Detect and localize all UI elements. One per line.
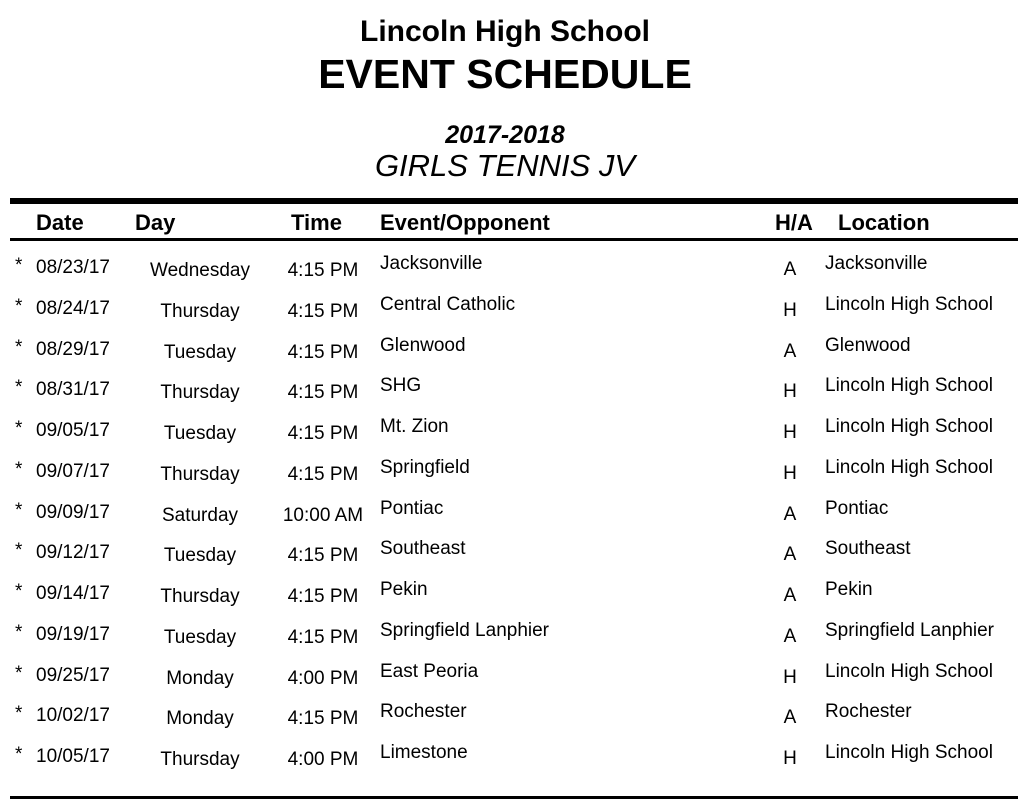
event-opponent-cell: Limestone — [380, 742, 468, 764]
home-away-cell: A — [783, 585, 797, 607]
time-cell: 4:15 PM — [287, 545, 359, 567]
row-marker-asterisk: * — [15, 295, 23, 317]
date-cell: 10/02/17 — [36, 705, 110, 727]
team-label: GIRLS TENNIS JV — [374, 148, 636, 183]
location-cell: Lincoln High School — [825, 660, 993, 682]
event-opponent-cell: Glenwood — [380, 334, 466, 356]
time-cell: 4:15 PM — [287, 463, 359, 485]
location-cell: Lincoln High School — [825, 416, 993, 438]
row-marker-asterisk: * — [15, 621, 23, 643]
location-cell: Southeast — [825, 538, 911, 560]
time-cell: 4:15 PM — [287, 382, 359, 404]
home-away-cell: A — [783, 259, 797, 280]
table-row — [0, 576, 1024, 617]
date-cell: 08/31/17 — [36, 379, 110, 401]
time-cell: 4:15 PM — [287, 341, 359, 363]
event-opponent-cell: Central Catholic — [380, 293, 516, 315]
time-cell: 4:00 PM — [287, 667, 359, 689]
schedule-rows — [0, 250, 1024, 780]
day-cell: Thursday — [160, 749, 240, 771]
row-marker-asterisk: * — [15, 662, 23, 684]
date-cell: 09/05/17 — [36, 420, 110, 442]
location-cell: Springfield Lanphier — [825, 619, 995, 641]
home-away-cell: H — [783, 748, 797, 770]
event-opponent-cell: Jacksonville — [380, 253, 483, 274]
table-row — [0, 250, 1024, 291]
table-row — [0, 454, 1024, 495]
day-cell: Tuesday — [163, 341, 237, 363]
row-marker-asterisk: * — [15, 540, 23, 562]
time-cell: 4:00 PM — [287, 749, 359, 771]
row-marker-asterisk: * — [15, 255, 23, 276]
row-marker-asterisk: * — [15, 336, 23, 358]
event-opponent-cell: Southeast — [380, 538, 466, 560]
table-top-rule — [10, 198, 1018, 204]
event-opponent-cell: Pekin — [380, 579, 428, 601]
day-cell: Monday — [166, 667, 234, 689]
home-away-cell: H — [783, 299, 797, 321]
day-cell: Tuesday — [163, 545, 237, 567]
home-away-cell: H — [783, 666, 797, 688]
location-cell: Pekin — [825, 579, 873, 601]
column-header-location: Location — [838, 210, 930, 235]
time-cell: 4:15 PM — [287, 300, 359, 322]
home-away-cell: H — [783, 462, 797, 484]
school-name: Lincoln High School — [360, 15, 650, 48]
home-away-cell: A — [783, 503, 797, 525]
column-header-day: Day — [135, 210, 176, 235]
table-row — [0, 698, 1024, 739]
time-cell: 4:15 PM — [287, 626, 359, 648]
day-cell: Thursday — [160, 463, 240, 485]
date-cell: 08/23/17 — [36, 257, 110, 278]
day-cell: Saturday — [161, 504, 239, 526]
column-header-date: Date — [36, 210, 84, 235]
page-title: EVENT SCHEDULE — [318, 51, 692, 97]
row-marker-asterisk: * — [15, 377, 23, 399]
season-label: 2017-2018 — [445, 121, 565, 149]
location-cell: Pontiac — [825, 497, 889, 519]
table-row — [0, 617, 1024, 658]
home-away-cell: A — [783, 340, 797, 362]
table-row — [0, 332, 1024, 373]
table-header-rule — [10, 238, 1018, 241]
time-cell: 10:00 AM — [282, 504, 364, 526]
table-row — [0, 535, 1024, 576]
day-cell: Wednesday — [150, 260, 250, 281]
table-bottom-rule — [10, 796, 1018, 799]
table-row — [0, 495, 1024, 536]
row-marker-asterisk: * — [15, 499, 23, 521]
event-opponent-cell: Springfield — [380, 456, 470, 478]
location-cell: Lincoln High School — [825, 456, 993, 478]
date-cell: 10/05/17 — [36, 746, 110, 768]
column-header-event: Event/Opponent — [380, 210, 550, 235]
home-away-cell: A — [783, 625, 797, 647]
table-row — [0, 658, 1024, 699]
column-header-time: Time — [291, 210, 342, 235]
day-cell: Thursday — [160, 382, 240, 404]
time-cell: 4:15 PM — [287, 423, 359, 445]
date-cell: 08/24/17 — [36, 297, 110, 319]
day-cell: Monday — [166, 708, 234, 730]
location-cell: Lincoln High School — [825, 375, 993, 397]
date-cell: 08/29/17 — [36, 338, 110, 360]
event-opponent-cell: Springfield Lanphier — [380, 619, 550, 641]
time-cell: 4:15 PM — [287, 708, 359, 730]
location-cell: Lincoln High School — [825, 742, 993, 764]
day-cell: Thursday — [160, 300, 240, 322]
table-row — [0, 413, 1024, 454]
home-away-cell: A — [783, 707, 797, 729]
time-cell: 4:15 PM — [287, 260, 359, 281]
time-cell: 4:15 PM — [287, 586, 359, 608]
row-marker-asterisk: * — [15, 418, 23, 440]
location-cell: Jacksonville — [825, 253, 928, 274]
event-opponent-cell: Mt. Zion — [380, 416, 449, 438]
row-marker-asterisk: * — [15, 703, 23, 725]
home-away-cell: H — [783, 422, 797, 444]
home-away-cell: H — [783, 381, 797, 403]
row-marker-asterisk: * — [15, 581, 23, 603]
date-cell: 09/07/17 — [36, 460, 110, 482]
day-cell: Tuesday — [163, 423, 237, 445]
date-cell: 09/14/17 — [36, 583, 110, 605]
event-opponent-cell: East Peoria — [380, 660, 479, 682]
day-cell: Tuesday — [163, 626, 237, 648]
column-header-ha: H/A — [775, 210, 813, 235]
table-row — [0, 291, 1024, 332]
location-cell: Glenwood — [825, 334, 911, 356]
table-row — [0, 739, 1024, 780]
table-row — [0, 372, 1024, 413]
row-marker-asterisk: * — [15, 744, 23, 766]
location-cell: Rochester — [825, 701, 912, 723]
date-cell: 09/12/17 — [36, 542, 110, 564]
date-cell: 09/25/17 — [36, 664, 110, 686]
home-away-cell: A — [783, 544, 797, 566]
location-cell: Lincoln High School — [825, 293, 993, 315]
date-cell: 09/09/17 — [36, 501, 110, 523]
event-opponent-cell: Rochester — [380, 701, 467, 723]
date-cell: 09/19/17 — [36, 623, 110, 645]
event-opponent-cell: Pontiac — [380, 497, 444, 519]
day-cell: Thursday — [160, 586, 240, 608]
event-opponent-cell: SHG — [380, 375, 422, 397]
row-marker-asterisk: * — [15, 458, 23, 480]
